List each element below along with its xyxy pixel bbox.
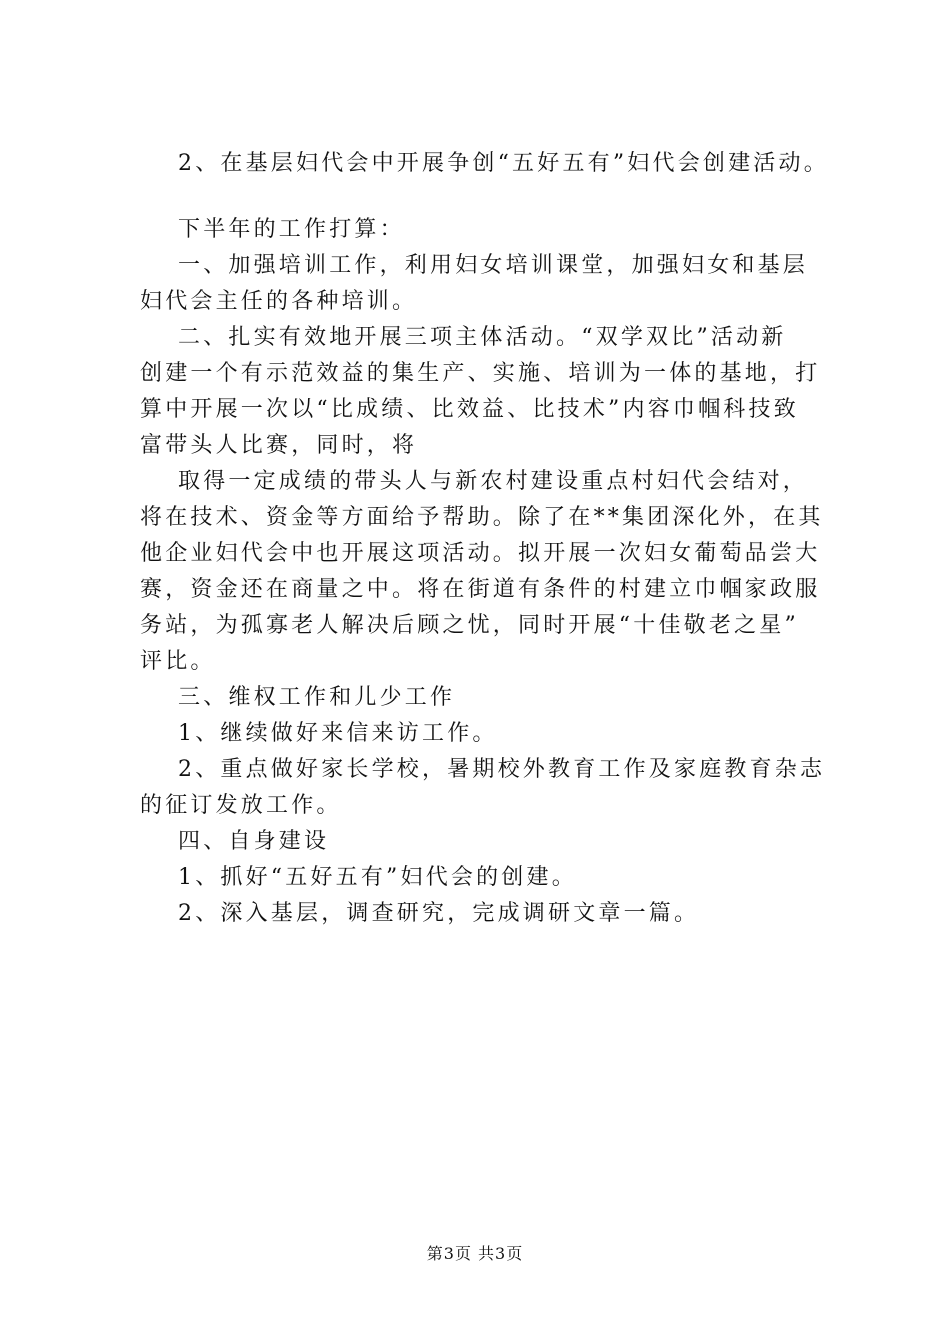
paragraph-line: 算中开展一次以“比成绩、比效益、比技术”内容巾帼科技致 xyxy=(140,397,799,422)
section-heading: 四、自身建设 xyxy=(178,829,330,854)
paragraph-line: 1、抓好“五好五有”妇代会的创建。 xyxy=(178,865,577,890)
paragraph-line: 妇代会主任的各种培训。 xyxy=(140,289,418,314)
paragraph-line: 2、深入基层，调查研究，完成调研文章一篇。 xyxy=(178,901,700,926)
page-footer: 第3页 共3页 xyxy=(426,1244,524,1263)
paragraph-line: 的征订发放工作。 xyxy=(140,793,342,818)
paragraph-line: 他企业妇代会中也开展这项活动。拟开展一次妇女葡萄品尝大 xyxy=(140,541,821,566)
paragraph-line: 创建一个有示范效益的集生产、实施、培训为一体的基地，打 xyxy=(140,361,821,386)
paragraph-line: 一、加强培训工作，利用妇女培训课堂，加强妇女和基层 xyxy=(178,253,809,278)
paragraph-line: 1、继续做好来信来访工作。 xyxy=(178,721,498,746)
paragraph-line: 2、重点做好家长学校，暑期校外教育工作及家庭教育杂志 xyxy=(178,757,826,782)
paragraph-line: 赛，资金还在商量之中。将在街道有条件的村建立巾帼家政服 xyxy=(140,577,821,602)
paragraph-line: 务站，为孤寡老人解决后顾之忧，同时开展“十佳敬老之星” xyxy=(140,613,799,638)
paragraph-line: 2、在基层妇代会中开展争创“五好五有”妇代会创建活动。 xyxy=(178,151,829,176)
section-heading: 三、维权工作和儿少工作 xyxy=(178,685,456,710)
paragraph-line: 二、扎实有效地开展三项主体活动。“双学双比”活动新 xyxy=(178,325,787,350)
paragraph-line: 评比。 xyxy=(140,649,216,674)
section-heading: 下半年的工作打算： xyxy=(178,217,405,242)
paragraph-line: 富带头人比赛，同时，将 xyxy=(140,433,418,458)
paragraph-line: 将在技术、资金等方面给予帮助。除了在**集团深化外，在其 xyxy=(140,505,824,530)
paragraph-line: 取得一定成绩的带头人与新农村建设重点村妇代会结对， xyxy=(178,469,809,494)
